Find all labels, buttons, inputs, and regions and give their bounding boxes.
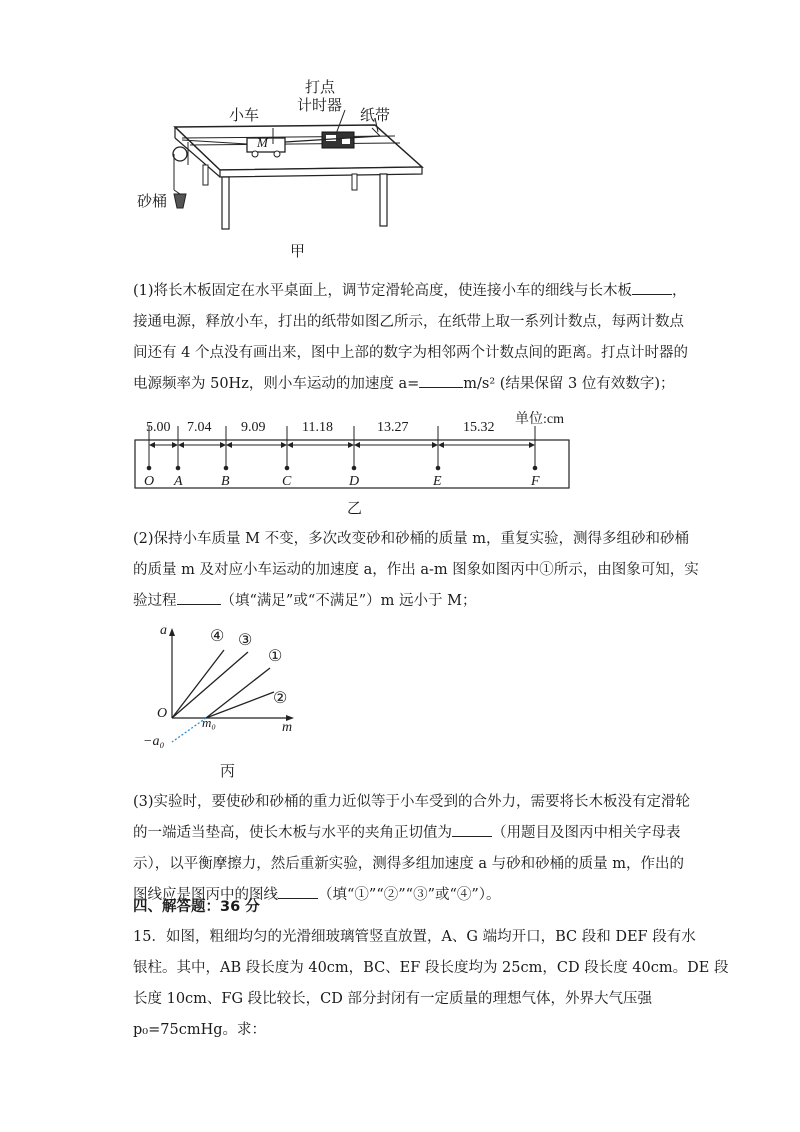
graph-origin: O [157, 706, 168, 721]
figure-caption-yi: 乙 [347, 499, 363, 517]
question-3: (3)实验时，要使砂和砂桶的重力近似等于小车受到的合外力，需要将长木板没有定滑轮 的一端适当垫高，使长木板与水平的夹角正切值为 （用题目及图丙中相关字母表 示），以平衡摩擦力，然后重新实验，测得多组加速度 a 与砂和砂桶的质量 m，作出的 图线应是图丙中的图线 （填“①”“②”“③”或“④”）。 [133, 794, 691, 903]
tape-dot [436, 466, 441, 471]
pulley [173, 147, 187, 161]
dashed-extension [172, 718, 206, 742]
graph-line-4 [172, 650, 224, 718]
tape-segment: 7.04 [187, 420, 212, 435]
label-timer: 打点 计时器 [297, 78, 343, 114]
tape-point: E [433, 474, 442, 489]
tape-point: A [174, 474, 183, 489]
tape-dot [176, 466, 181, 471]
label-sand-bucket: 砂桶 [137, 192, 168, 210]
question-2: (2)保持小车质量 M 不变，多次改变砂和砂桶的质量 m，重复实验，测得多组砂和砂桶 的质量 m 及对应小车运动的加速度 a，作出 a-m 图象如图丙中①所示，由图象可知，实 验过程 （填“满足”或“不满足”）m 远小于 M； [133, 531, 699, 609]
tape-segment: 13.27 [377, 420, 409, 435]
tape-dot [352, 466, 357, 471]
tape-point: F [531, 474, 540, 489]
answer-blank[interactable] [452, 822, 492, 837]
cart-wheel [252, 151, 258, 157]
tape-unit: 单位:cm [515, 412, 564, 427]
tape-segment: 9.09 [241, 420, 266, 435]
answer-blank[interactable] [278, 884, 318, 899]
tape-segment: 5.00 [146, 420, 171, 435]
sand-bucket [174, 194, 186, 208]
section-heading: 四、解答题：36 分 [133, 899, 260, 915]
table-leg [222, 177, 229, 229]
graph-m0: m₀ [202, 715, 216, 730]
question-1: (1)将长木板固定在水平桌面上，调节定滑轮高度，使连接小车的细线与长木板 ， 接通电源，释放小车，打出的纸带如图乙所示，在纸带上取一系列计数点，每两计数点 间还有 4 个点没有画出来，图中上部的数字为相邻两个计数点间的距离。打点计时器的 电源频率为 50Hz，则小车运动的加速度 a= m/s² (结果保留 3 位有效数字)； [133, 276, 673, 400]
label-cart: 小车 [229, 106, 260, 124]
figure-caption-bing: 丙 [220, 762, 236, 780]
answer-blank[interactable] [419, 373, 463, 388]
graph-line-label: ④ [210, 628, 225, 645]
tape-segment: 15.32 [463, 420, 495, 435]
graph-axis-y: a [160, 623, 167, 638]
answer-blank[interactable] [632, 280, 672, 295]
table-leg [380, 174, 387, 226]
tape-point: C [282, 474, 292, 489]
tape-dot [285, 466, 290, 471]
graph-axis-x: m [282, 720, 293, 735]
graph-line-label: ① [268, 648, 283, 665]
label-mass-M: M [257, 135, 268, 150]
question-15: 15．如图，粗细均匀的光滑细玻璃管竖直放置，A、G 端均开口，BC 段和 DEF 段有水 银柱。其中，AB 段长度为 40cm，BC、EF 段长度均为 25cm，CD 段长度 40cm。DE 段 长度 10cm、FG 段比较长，CD 部分封闭有一定质量的理想气体，外界大气压强 p₀=75cmHg。求： [133, 929, 729, 1038]
tape-dot [147, 466, 152, 471]
tape-segment: 11.18 [302, 420, 333, 435]
tape-dot [224, 466, 229, 471]
figure-caption-jia: 甲 [290, 242, 306, 260]
tape-point: D [349, 474, 360, 489]
graph-line-label: ③ [238, 632, 253, 649]
graph-neg-a0: −a₀ [143, 734, 165, 749]
tape-point: B [221, 474, 230, 489]
cart-wheel [274, 151, 280, 157]
table-top [175, 125, 422, 170]
tape-dot [533, 466, 538, 471]
graph-line-label: ② [273, 690, 288, 707]
tape-point: O [144, 474, 155, 489]
label-paper-tape: 纸带 [360, 106, 391, 124]
graph-line-3 [172, 652, 248, 718]
graph-line-2 [206, 692, 274, 718]
graph-line-1 [206, 668, 270, 718]
answer-blank[interactable] [177, 590, 221, 605]
